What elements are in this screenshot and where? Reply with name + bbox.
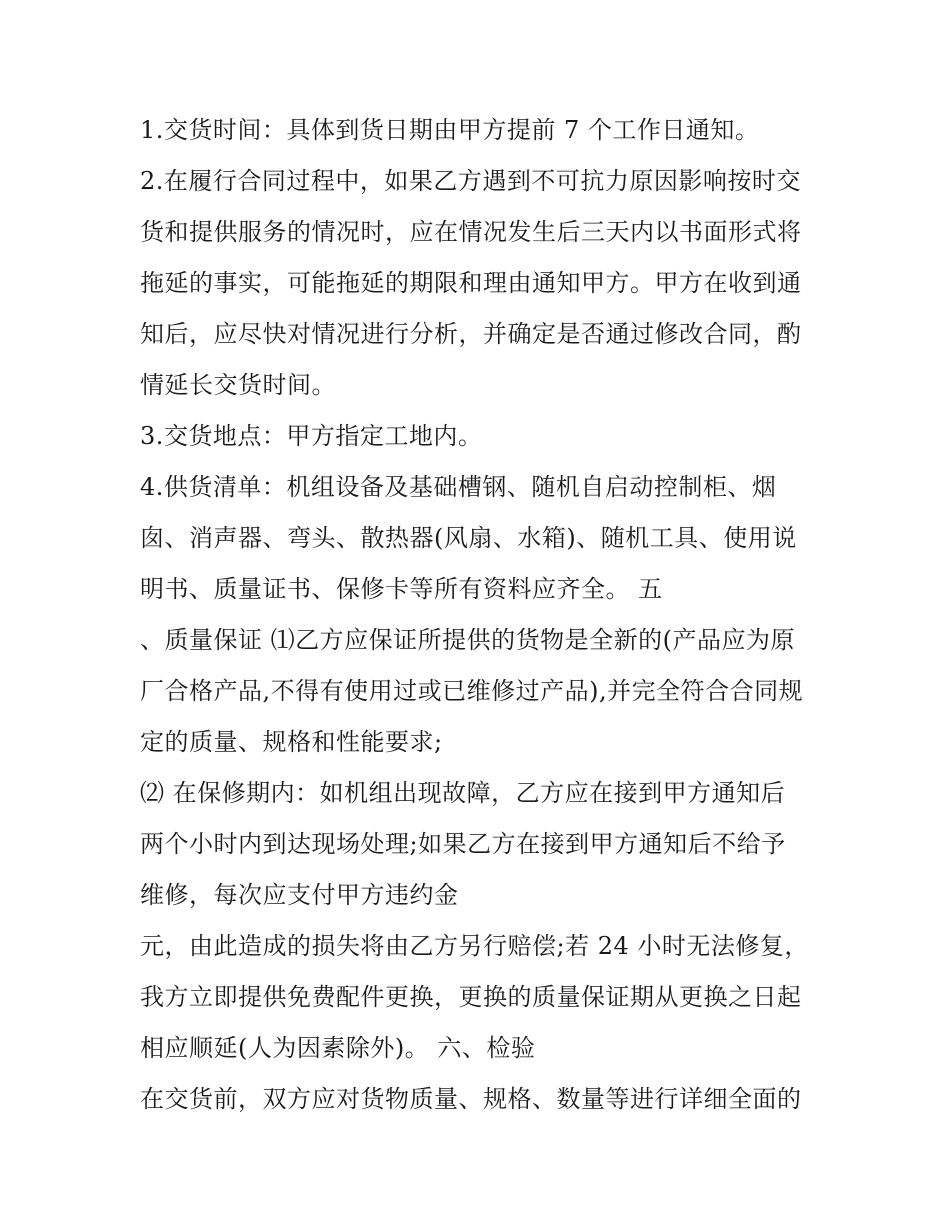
text-line: 定的质量、规格和性能要求; <box>140 728 443 756</box>
text-line: 、质量保证 ⑴乙方应保证所提供的货物是全新的(产品应为原 <box>140 626 795 654</box>
contract-text <box>140 108 830 1128</box>
text-line: 拖延的事实，可能拖延的期限和理由通知甲方。甲方在收到通 <box>140 269 802 297</box>
text-line: 元，由此造成的损失将由乙方另行赔偿;若 24 小时无法修复， <box>140 932 809 960</box>
text-line: 在交货前，双方应对货物质量、规格、数量等进行详细全面的 <box>140 1085 802 1113</box>
text-line: 货和提供服务的情况时，应在情况发生后三天内以书面形式将 <box>140 218 802 246</box>
text-line: 3.交货地点：甲方指定工地内。 <box>140 422 483 450</box>
text-line: 1.交货时间：具体到货日期由甲方提前 7 个工作日通知。 <box>140 116 760 144</box>
text-line: 4.供货清单：机组设备及基础槽钢、随机自启动控制柜、烟 <box>140 473 777 501</box>
text-line: 明书、质量证书、保修卡等所有资料应齐全。 五 <box>140 575 663 603</box>
text-line: 厂合格产品,不得有使用过或已维修过产品),并完全符合合同规 <box>140 677 804 705</box>
text-line: 两个小时内到达现场处理;如果乙方在接到甲方通知后不给予 <box>140 830 786 858</box>
text-line: 相应顺延(人为因素除外)。 六、检验 <box>140 1034 536 1062</box>
text-line: 囱、消声器、弯头、散热器(风扇、水箱)、随机工具、使用说 <box>140 524 797 552</box>
text-line: 维修，每次应支付甲方违约金 <box>140 881 459 909</box>
text-line: 我方立即提供免费配件更换，更换的质量保证期从更换之日起 <box>140 983 802 1011</box>
text-line: 知后，应尽快对情况进行分析，并确定是否通过修改合同，酌 <box>140 320 802 348</box>
text-line: 情延长交货时间。 <box>140 371 336 399</box>
text-line: ⑵ 在保修期内：如机组出现故障，乙方应在接到甲方通知后 <box>140 779 786 807</box>
text-line: 2.在履行合同过程中，如果乙方遇到不可抗力原因影响按时交 <box>140 167 801 195</box>
